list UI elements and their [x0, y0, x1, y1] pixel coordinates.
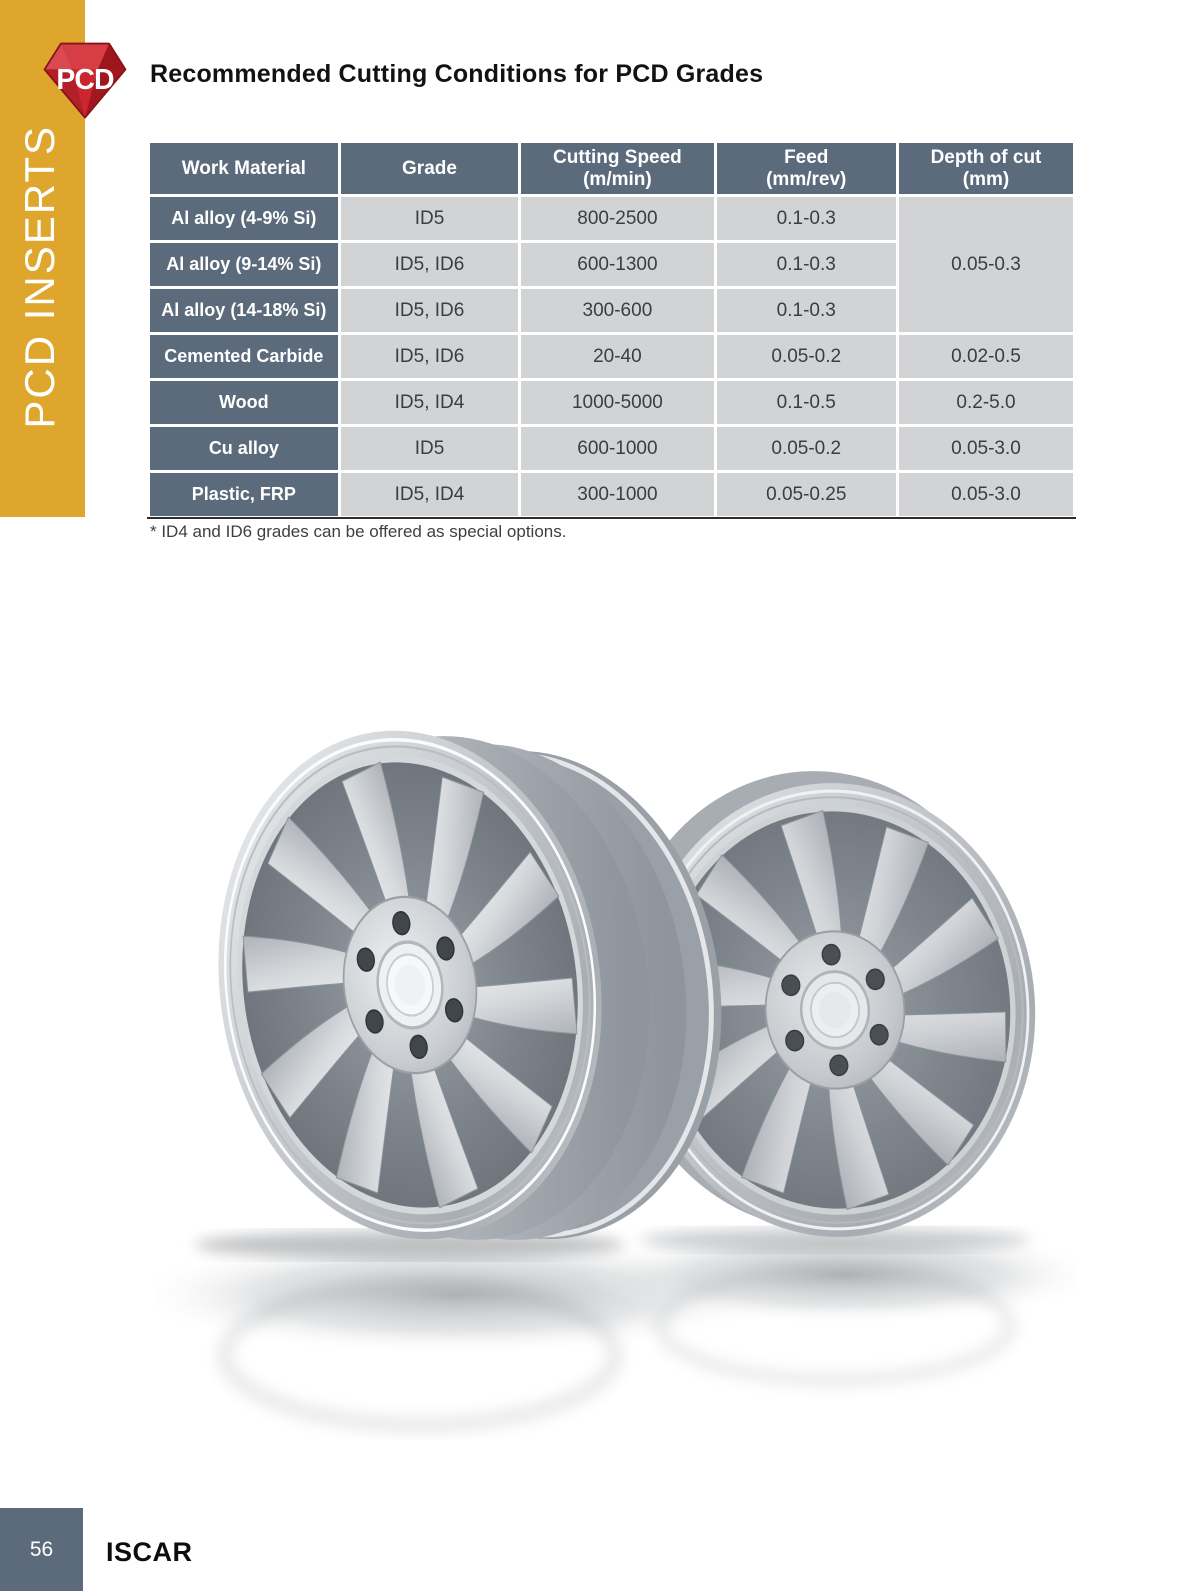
- row-label: Wood: [150, 381, 338, 424]
- row-label: Al alloy (9-14% Si): [150, 243, 338, 286]
- col-header-feed: Feed (mm/rev): [717, 143, 896, 194]
- table-header-row: [150, 143, 1073, 194]
- page-number: 56: [29, 1537, 54, 1561]
- row-label: Cemented Carbide: [150, 335, 338, 378]
- depth-cell: 0.2-5.0: [899, 381, 1073, 424]
- speed-cell: 20-40: [521, 335, 713, 378]
- speed-cell: 600-1300: [521, 243, 713, 286]
- grade-cell: ID5, ID4: [341, 473, 519, 516]
- table-row: [150, 473, 1073, 516]
- speed-cell: 800-2500: [521, 197, 713, 240]
- table-footnote: * ID4 and ID6 grades can be offered as special options.: [150, 522, 567, 541]
- table-row: [150, 381, 1073, 424]
- depth-cell: 0.05-3.0: [899, 427, 1073, 470]
- row-label: Al alloy (14-18% Si): [150, 289, 338, 332]
- depth-cell: 0.05-3.0: [899, 473, 1073, 516]
- speed-cell: 300-1000: [521, 473, 713, 516]
- speed-cell: 600-1000: [521, 427, 713, 470]
- page-title: Recommended Cutting Conditions for PCD Grades: [150, 60, 764, 88]
- feed-cell: 0.1-0.3: [717, 243, 896, 286]
- table-row: [150, 197, 1073, 240]
- table-row: [150, 427, 1073, 470]
- pcd-logo-text: PCD: [56, 64, 114, 97]
- table-bottom-rule: [147, 517, 1076, 519]
- grade-cell: ID5, ID4: [341, 381, 519, 424]
- col-header-depth-of-cut: Depth of cut (mm): [899, 143, 1073, 194]
- feed-cell: 0.05-0.2: [717, 335, 896, 378]
- row-label: Plastic, FRP: [150, 473, 338, 516]
- speed-cell: 1000-5000: [521, 381, 713, 424]
- feed-cell: 0.05-0.25: [717, 473, 896, 516]
- feed-cell: 0.1-0.3: [717, 289, 896, 332]
- row-label: Al alloy (4-9% Si): [150, 197, 338, 240]
- col-header-grade: Grade: [341, 143, 519, 194]
- section-vertical-label: PCD INSERTS: [16, 125, 63, 429]
- page-number-box: [0, 1508, 83, 1591]
- grade-cell: ID5, ID6: [341, 243, 519, 286]
- feed-cell: 0.1-0.5: [717, 381, 896, 424]
- depth-cell: 0.02-0.5: [899, 335, 1073, 378]
- speed-cell: 300-600: [521, 289, 713, 332]
- col-header-work-material: Work Material: [150, 143, 338, 194]
- depth-cell-merged: 0.05-0.3: [899, 197, 1073, 332]
- grade-cell: ID5: [341, 427, 519, 470]
- feed-cell: 0.05-0.2: [717, 427, 896, 470]
- grade-cell: ID5: [341, 197, 519, 240]
- row-label: Cu alloy: [150, 427, 338, 470]
- iscar-brand-logo: ISCAR: [106, 1537, 193, 1567]
- col-header-cutting-speed: Cutting Speed (m/min): [521, 143, 713, 194]
- grade-cell: ID5, ID6: [341, 289, 519, 332]
- cutting-conditions-table: [147, 140, 1076, 519]
- feed-cell: 0.1-0.3: [717, 197, 896, 240]
- alloy-wheels-image: [155, 595, 1075, 1455]
- table-row: [150, 335, 1073, 378]
- pcd-diamond-icon: [42, 35, 128, 121]
- grade-cell: ID5, ID6: [341, 335, 519, 378]
